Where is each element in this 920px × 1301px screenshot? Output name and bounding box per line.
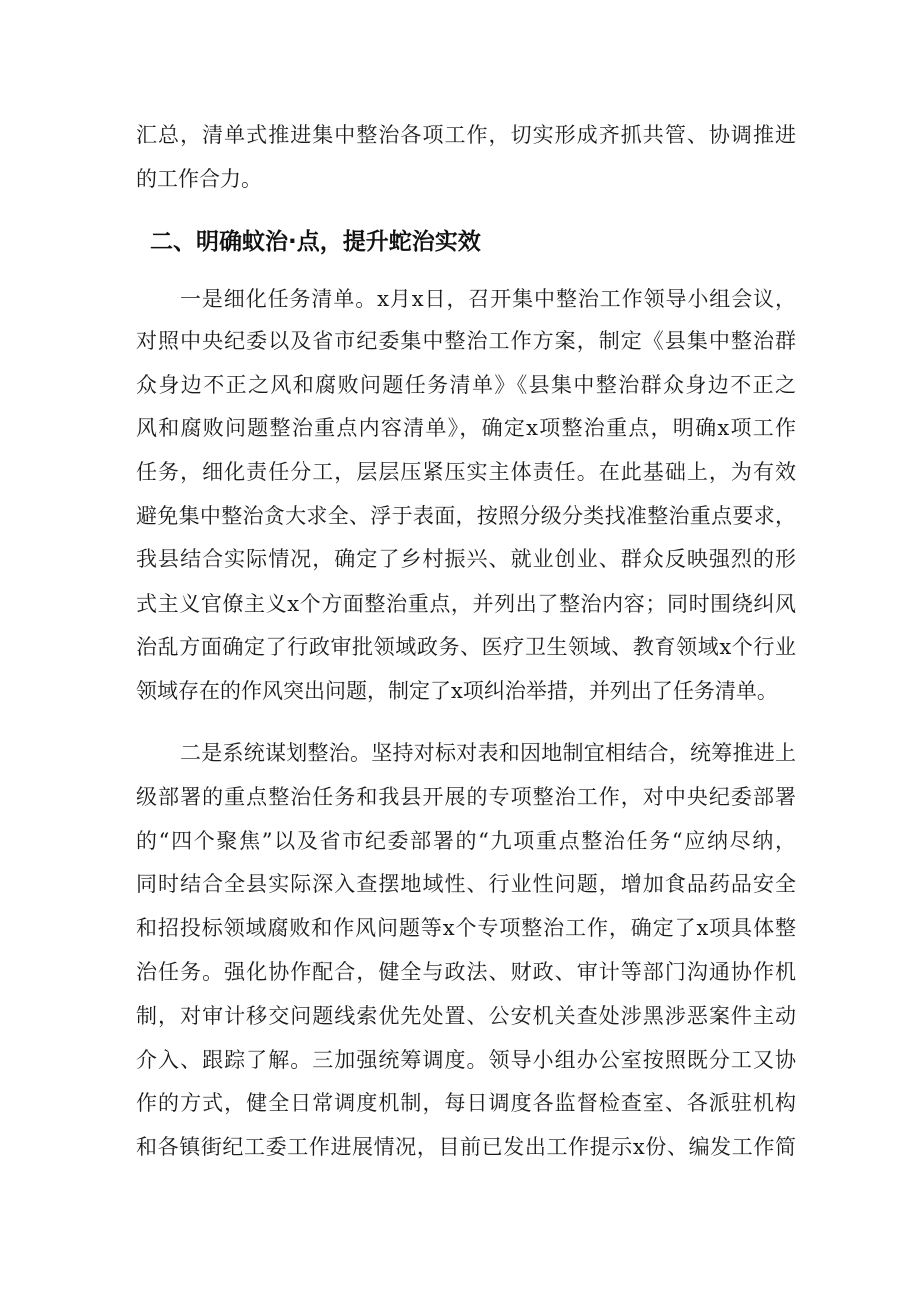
paragraph1-line-6: 避免集中整治贪大求全、浮于表面，按照分级分类找准整治重点要求，	[136, 504, 796, 528]
paragraph2-line-9: 作的方式，健全日常调度机制，每日调度各监督检查室、各派驻机构	[136, 1091, 796, 1115]
paragraph2-line-4: 同时结合全县实际深入查摆地域性、行业性问题，增加食品药品安全	[136, 872, 796, 896]
paragraph1-line-5: 任务，细化责任分工，层层压紧压实主体责任。在此基础上，为有效	[136, 460, 796, 484]
paragraph1-line-3: 众身边不正之风和腐败问题任务清单》《县集中整治群众身边不正之	[136, 373, 796, 397]
intro-line-2: 的工作合力。	[136, 167, 262, 191]
paragraph2-line-1: 二是系统谋划整治。坚持对标对表和因地制宜相结合，统筹推进上	[180, 741, 796, 765]
paragraph1-line-7: 我县结合实际情况，确定了乡村振兴、就业创业、群众反映强烈的形	[136, 547, 796, 571]
paragraph1-line-2: 对照中央纪委以及省市纪委集中整治工作方案，制定《县集中整治群	[136, 329, 796, 353]
intro-line-1: 汇总，清单式推进集中整治各项工作，切实形成齐抓共管、协调推进	[136, 123, 796, 147]
paragraph1-line-8: 式主义官僚主义x个方面整治重点，并列出了整治内容；同时围绕纠风	[136, 592, 796, 616]
paragraph2-line-10: 和各镇街纪工委工作进展情况，目前已发出工作提示x份、编发工作简	[136, 1135, 796, 1159]
paragraph1-line-1: 一是细化任务清单。x月x日，召开集中整治工作领导小组会议，	[180, 287, 796, 311]
paragraph1-line-9: 治乱方面确定了行政审批领域政务、医疗卫生领域、教育领域x个行业	[136, 635, 796, 659]
paragraph1-line-10: 领域存在的作风突出问题，制定了x项纠治举措，并列出了任务清单。	[136, 679, 778, 703]
section-heading: 二、明确蚊治·点，提升蛇治实效	[150, 229, 481, 255]
paragraph2-line-7: 制，对审计移交问题线索优先处置、公安机关查处涉黑涉恶案件主动	[136, 1004, 796, 1028]
paragraph1-line-4: 风和腐败问题整治重点内容清单》，确定x项整治重点，明确x项工作	[136, 416, 796, 440]
paragraph2-line-3: 的“四个聚焦”以及省市纪委部署的“九项重点整治任务“应纳尽纳，	[136, 829, 796, 853]
paragraph2-line-6: 治任务。强化协作配合，健全与政法、财政、审计等部门沟通协作机	[136, 960, 796, 984]
paragraph2-line-5: 和招投标领域腐败和作风问题等x个专项整治工作，确定了x项具体整	[136, 916, 796, 940]
paragraph2-line-2: 级部署的重点整治任务和我县开展的专项整治工作，对中央纪委部署	[136, 785, 796, 809]
paragraph2-line-8: 介入、跟踪了解。三加强统筹调度。领导小组办公室按照既分工又协	[136, 1048, 796, 1072]
